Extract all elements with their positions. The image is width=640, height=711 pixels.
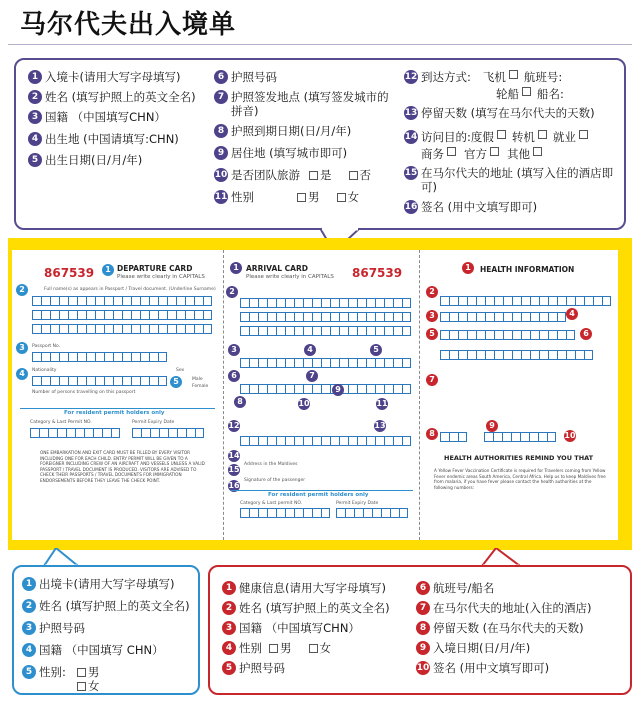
marker-5: 5	[370, 344, 382, 356]
arrival-item-12-ship	[496, 87, 564, 101]
arrival-item-16	[404, 200, 537, 214]
number-badge: 3	[222, 621, 236, 635]
item-label: 姓名 (填写护照上的英文全名)	[239, 601, 390, 615]
health-item-9	[416, 641, 530, 655]
arrival-item-10	[214, 168, 371, 182]
item-label: 健康信息(请用大写字母填写)	[239, 581, 386, 595]
number-badge: 15	[404, 168, 418, 178]
item-label: 入境日期(日/月/年)	[433, 641, 531, 655]
item-label: 国籍 （中国填写CHN）	[45, 110, 166, 124]
arrival-item-9	[214, 146, 347, 160]
marker-7: 7	[426, 374, 438, 386]
health-item-3	[222, 621, 360, 635]
number-badge: 11	[214, 192, 228, 202]
arrival-expiry-boxes[interactable]	[336, 508, 408, 518]
number-badge: 5	[28, 153, 42, 167]
arrival-category-label: Category & Last permit NO.	[240, 501, 303, 506]
arrival-item-14	[404, 130, 590, 144]
departure-item-3	[22, 621, 85, 635]
number-badge: 6	[214, 70, 228, 84]
number-badge: 13	[404, 108, 418, 118]
category-label: Category & Last Permit NO.	[30, 420, 92, 425]
marker-2: 2	[426, 286, 438, 298]
health-nationality-boxes[interactable]	[440, 312, 566, 322]
option-female-label: 女	[87, 679, 100, 693]
departure-instructions-panel	[12, 565, 200, 695]
arrival-item-2	[28, 90, 196, 104]
arrival-item-8	[214, 124, 351, 138]
title-divider	[8, 44, 632, 45]
option-male-label: 男	[87, 665, 100, 679]
arrival-item-13	[404, 106, 595, 120]
departure-subtitle: Please write clearly in CAPITALS	[117, 274, 205, 280]
marker-9: 9	[486, 420, 498, 432]
marker-3: 3	[228, 344, 240, 356]
item-label: 航班号/船名	[433, 581, 495, 595]
departure-name-boxes-row1[interactable]	[32, 296, 212, 306]
number-badge: 2	[22, 599, 36, 613]
departure-item-4	[22, 643, 164, 657]
nationality-label: Nationality	[32, 368, 57, 373]
checkbox-yes[interactable]	[309, 171, 318, 180]
health-item-4	[222, 641, 331, 655]
marker-10: 10	[298, 399, 310, 408]
number-badge: 5	[222, 661, 236, 675]
item-label: 出生日期(日/月/年)	[45, 153, 143, 167]
number-badge: 4	[222, 641, 236, 655]
item-label: 到达方式:	[421, 70, 471, 84]
health-arrival-boxes[interactable]	[440, 432, 467, 442]
number-badge: 7	[214, 90, 228, 104]
marker-10: 10	[564, 431, 576, 440]
marker-15: 15	[228, 465, 240, 474]
item-label: 性别	[239, 641, 262, 655]
marker-1: 1	[102, 264, 114, 276]
marker-4: 4	[304, 344, 316, 356]
arrival-item-4	[28, 132, 179, 146]
departure-item-1	[22, 577, 174, 591]
arrival-expiry-label: Permit Expiry Date	[336, 501, 379, 506]
plane-label: 飞机	[482, 70, 506, 84]
marker-6: 6	[228, 370, 240, 382]
checkbox-other[interactable]	[533, 147, 542, 156]
page-title: 马尔代夫出入境单	[20, 10, 237, 40]
expiry-label: Permit Expiry Date	[132, 420, 175, 425]
arrival-instructions-panel	[14, 58, 626, 230]
checkbox-business[interactable]	[447, 147, 456, 156]
number-badge: 3	[22, 621, 36, 635]
item-label: 入境卡(请用大写字母填写)	[45, 70, 181, 84]
divider	[20, 408, 215, 409]
number-badge: 1	[22, 577, 36, 591]
item-label: 国籍 （中国填写CHN）	[239, 621, 360, 635]
arrival-subtitle: Please write clearly in CAPITALS	[246, 274, 334, 280]
item-label: 停留天数 (在马尔代夫的天数)	[433, 621, 584, 635]
health-item-10	[416, 661, 549, 675]
checkbox-female[interactable]	[309, 644, 318, 653]
marker-6: 6	[580, 328, 592, 340]
item-label: 在马尔代夫的地址(入住的酒店)	[433, 601, 592, 615]
transfer-label: 转机	[511, 130, 535, 144]
option-male-label: 男	[280, 641, 292, 655]
number-badge: 14	[404, 132, 418, 142]
arrival-name-boxes-row3[interactable]	[240, 326, 411, 336]
number-badge: 4	[28, 132, 42, 146]
item-label: 护照到期日期(日/月/年)	[231, 124, 352, 138]
persons-label: Number of persons travelling on this passport	[32, 390, 136, 395]
arrival-item-1	[28, 70, 180, 84]
sex-male: Male	[192, 377, 203, 382]
flight-no-label: 航班号:	[523, 70, 563, 84]
arrival-item-12	[404, 70, 622, 84]
form-card	[12, 250, 618, 540]
health-item-2	[222, 601, 390, 615]
health-item-8	[416, 621, 584, 635]
checkbox-male[interactable]	[297, 193, 306, 202]
marker-8: 8	[426, 428, 438, 440]
number-badge: 9	[214, 146, 228, 160]
arrival-item-7	[214, 90, 396, 118]
item-label: 出境卡(请用大写字母填写)	[39, 577, 175, 591]
arrival-row4-boxes[interactable]	[240, 384, 411, 394]
marker-2: 2	[226, 286, 238, 298]
marker-11: 11	[376, 399, 388, 408]
marker-16: 16	[228, 481, 240, 490]
option-no-label: 否	[359, 168, 371, 182]
checkbox-male[interactable]	[77, 668, 86, 677]
departure-item-5	[22, 665, 99, 693]
arrival-category-boxes[interactable]	[240, 508, 330, 518]
arrival-row6-boxes[interactable]	[240, 436, 411, 446]
checkbox-plane[interactable]	[509, 70, 518, 79]
departure-name-label: Full name(s) as appears in Passport / Travel document. (Underline Surname)	[44, 287, 216, 292]
option-female-label: 女	[319, 641, 331, 655]
item-label: 护照签发地点 (填写签发城市的拼音)	[231, 90, 389, 118]
option-male-label: 男	[308, 190, 320, 204]
marker-12: 12	[228, 421, 240, 430]
health-item-1	[222, 581, 386, 595]
checkbox-transfer[interactable]	[538, 130, 547, 139]
checkbox-female[interactable]	[337, 193, 346, 202]
passport-boxes[interactable]	[32, 352, 167, 362]
health-remind-text: A Yellow Fever Vaccination Certificate is required for Travelers coming from Yellow Fever endemic areas South America, Central Africa. Help us to keep Maldives free from malaria, if you have fever please contact the health authorities at the following numbers:	[434, 468, 606, 490]
arrival-serial: 867539	[352, 266, 403, 280]
marker-7: 7	[306, 370, 318, 382]
marker-4: 4	[566, 308, 578, 320]
item-label: 停留天数 (填写在马尔代夫的天数)	[421, 106, 595, 120]
checkbox-work[interactable]	[579, 130, 588, 139]
option-female-label: 女	[347, 190, 359, 204]
number-badge: 1	[222, 581, 236, 595]
marker-9: 9	[332, 384, 344, 396]
arrival-item-3	[28, 110, 166, 124]
number-badge: 2	[28, 90, 42, 104]
checkbox-official[interactable]	[490, 147, 499, 156]
number-badge: 10	[416, 663, 430, 673]
number-badge: 8	[214, 124, 228, 138]
marker-5: 5	[426, 328, 438, 340]
nationality-boxes[interactable]	[32, 376, 167, 386]
divider	[230, 490, 413, 491]
item-label: 护照号码	[39, 621, 85, 635]
item-label: 居住地 (填写城市即可)	[231, 146, 348, 160]
item-label: 护照号码	[239, 661, 285, 675]
number-badge: 10	[214, 170, 228, 180]
departure-card	[12, 250, 224, 540]
other-label: 其他	[507, 147, 530, 161]
checkbox-ship[interactable]	[522, 87, 531, 96]
arrival-title: ARRIVAL CARD	[246, 264, 308, 273]
work-label: 就业	[552, 130, 576, 144]
marker-1: 1	[230, 262, 242, 274]
number-badge: 8	[416, 621, 430, 635]
business-label: 商务	[421, 147, 444, 161]
health-row4-boxes[interactable]	[440, 350, 593, 360]
item-label: 护照号码	[231, 70, 277, 84]
marker-8: 8	[234, 396, 246, 408]
item-label: 姓名 (填写护照上的英文全名)	[45, 90, 196, 104]
health-remind-title: HEALTH AUTHORITIES REMIND YOU THAT	[444, 454, 594, 462]
number-badge: 2	[222, 601, 236, 615]
arrival-card	[224, 250, 420, 540]
marker-3: 3	[426, 310, 438, 322]
number-badge: 16	[404, 202, 418, 212]
official-label: 官方	[464, 147, 487, 161]
ship-name-label: 船名:	[537, 87, 564, 101]
number-badge: 7	[416, 601, 430, 615]
arrival-permit-title: For resident permit holders only	[268, 492, 369, 498]
item-label: 在马尔代夫的地址 (填写入住的酒店即可)	[421, 166, 614, 194]
arrival-item-6	[214, 70, 277, 84]
item-label: 出生地 (中国请填写:CHN)	[45, 132, 179, 146]
health-item-7	[416, 601, 591, 615]
checkbox-female[interactable]	[77, 682, 86, 691]
departure-name-boxes-row2[interactable]	[32, 310, 212, 320]
number-badge: 3	[28, 110, 42, 124]
health-passport-boxes[interactable]	[440, 330, 575, 340]
item-label: 姓名 (填写护照上的英文全名)	[39, 599, 190, 613]
number-badge: 9	[416, 641, 430, 655]
number-badge: 6	[416, 581, 430, 595]
checkbox-male[interactable]	[269, 644, 278, 653]
departure-notice: ONE EMBARKATION AND EXIT CARD MUST BE FILLED BY EVERY VISITOR INCLUDING ONE FOR EACH CHILD. ENTRY PERMIT WILL BE GIVEN TO A FOREIGNER INCLUDING CREW OF AN AIRCRAFT AND VESSELS UNLESS A VALID PASSPORT / TRAVEL DOCUMENT IS PRODUCED. VISITORS ARE ADVISED TO CHECK THEIR PASSPORTS / TRAVEL DOCUMENTS FOR IMMIGRATION ENDORSEMENTS BEFORE THEY LEAVE THE CHECK POINT.	[40, 450, 205, 483]
departure-item-2	[22, 599, 190, 613]
item-label: 性别	[231, 190, 254, 204]
arrival-name-boxes-row2[interactable]	[240, 312, 411, 322]
health-date-boxes[interactable]	[484, 432, 556, 442]
checkbox-vacation[interactable]	[497, 130, 506, 139]
arrival-item-11	[214, 190, 359, 204]
item-label: 访问目的:度假	[421, 130, 494, 144]
signature-label: Signature of the passenger	[244, 478, 306, 483]
health-item-6	[416, 581, 494, 595]
marker-5: 5	[170, 376, 182, 388]
arrival-row3-boxes[interactable]	[240, 358, 411, 368]
number-badge: 1	[28, 70, 42, 84]
health-instructions-panel	[208, 565, 632, 695]
arrival-item-15	[404, 166, 622, 194]
checkbox-no[interactable]	[349, 171, 358, 180]
item-label: 性别:	[39, 665, 66, 679]
number-badge: 4	[22, 643, 36, 657]
passport-label: Passport No.	[32, 344, 61, 349]
arrival-item-5	[28, 153, 142, 167]
item-label: 签名 (用中文填写即可)	[433, 661, 550, 675]
number-badge: 12	[404, 72, 418, 82]
departure-name-boxes-row3[interactable]	[32, 324, 212, 334]
sex-female: Female	[192, 384, 209, 389]
health-name-boxes-row1[interactable]	[440, 296, 611, 306]
number-badge: 5	[22, 665, 36, 679]
health-title: HEALTH INFORMATION	[480, 265, 575, 274]
arrival-name-boxes-row1[interactable]	[240, 298, 411, 308]
health-item-5	[222, 661, 285, 675]
departure-serial: 867539	[44, 266, 95, 280]
permit-title: For resident permit holders only	[64, 410, 165, 416]
marker-3: 3	[16, 342, 28, 354]
departure-title: DEPARTURE CARD	[117, 264, 193, 273]
item-label: 国籍 （中国填写 CHN）	[39, 643, 164, 657]
marker-1: 1	[462, 262, 474, 274]
marker-4: 4	[16, 368, 28, 380]
marker-2: 2	[16, 284, 28, 296]
category-boxes[interactable]	[30, 428, 120, 438]
marker-13: 13	[374, 421, 386, 430]
health-card	[420, 250, 618, 540]
ship-label: 轮船	[496, 87, 519, 101]
item-label: 签名 (用中文填写即可)	[421, 200, 538, 214]
address-label: Address in the Maldives	[244, 462, 298, 467]
expiry-boxes[interactable]	[132, 428, 204, 438]
option-yes-label: 是	[320, 168, 332, 182]
sex-label: Sex	[176, 368, 185, 373]
arrival-item-14-row2	[421, 147, 544, 161]
item-label: 是否团队旅游	[231, 168, 300, 182]
marker-14: 14	[228, 451, 240, 460]
